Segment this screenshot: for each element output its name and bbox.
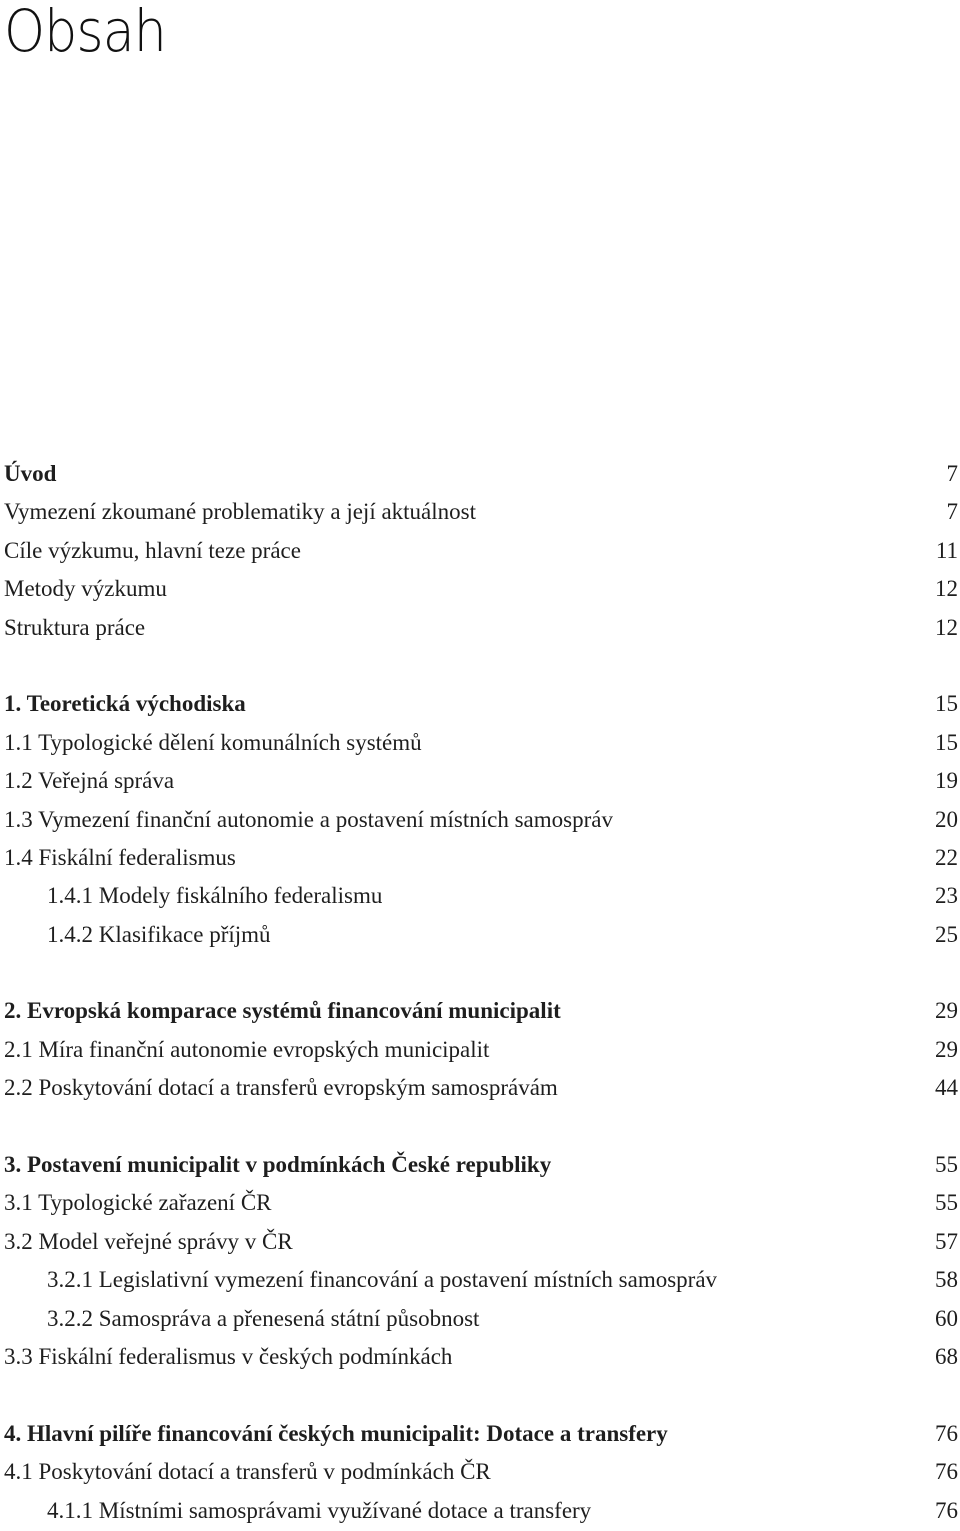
toc-entry-title: 3. Postavení municipalit v podmínkách České republiky [4,1152,552,1178]
toc-entry-title: Úvod [4,461,57,486]
toc-entry-page-number: 23 [935,883,958,909]
toc-entry[interactable] [0,916,960,954]
toc-entry[interactable] [0,685,960,723]
toc-entry[interactable] [0,1146,960,1184]
toc-entry[interactable] [0,1261,960,1299]
toc-entry[interactable] [0,992,960,1030]
toc-entry-title: 3.3 Fiskální federalismus v českých podmínkách [4,1343,453,1369]
toc-entry-page-number: 76 [935,1420,958,1446]
toc-entry-title: 3.1 Typologické zařazení ČR [4,1190,272,1216]
toc-entry-title: Cíle výzkumu, hlavní teze práce [4,537,301,563]
toc-entry-page-number: 11 [935,537,958,563]
toc-entry-title: 1.3 Vymezení finanční autonomie a postavení místních samospráv [4,806,613,832]
toc-entry[interactable] [0,1184,960,1222]
toc-entry-page-number: 15 [935,729,958,755]
toc-entry-title: Struktura práce [4,614,146,640]
toc-entry-page-number: 7 [946,499,958,525]
toc-entry-page-number: 20 [935,806,958,832]
toc-entry-page-number: 19 [935,768,958,794]
toc-entry-title: 2.1 Míra finanční autonomie evropských municipalit [4,1036,490,1062]
toc-entry-page-number: 7 [946,461,958,486]
toc-entry-title: 4. Hlavní pilíře financování českých municipalit: Dotace a transfery [4,1420,668,1446]
toc-entry-page-number: 55 [935,1190,958,1216]
toc-entry-title: 1.2 Veřejná správa [4,768,175,794]
toc-entry[interactable] [0,455,960,493]
toc-entry-title: 1.1 Typologické dělení komunálních systémů [4,729,422,755]
toc-entry-page-number: 76 [935,1459,958,1485]
toc-entry-title: 3.2 Model veřejné správy v ČR [4,1228,293,1254]
toc-entry[interactable] [0,801,960,839]
toc-entry-page-number: 58 [935,1267,958,1293]
toc-entry-title: Metody výzkumu [4,576,167,602]
toc-entry-page-number: 22 [935,844,958,870]
toc-entry-title: 2. Evropská komparace systémů financování municipalit [4,998,561,1024]
toc-entry[interactable] [0,839,960,877]
toc-entry[interactable] [0,1069,960,1107]
table-of-contents [0,455,960,1530]
toc-entry[interactable] [0,532,960,570]
toc-entry-page-number: 25 [935,921,958,947]
toc-entry[interactable] [0,1223,960,1261]
toc-entry[interactable] [0,1492,960,1530]
toc-entry-title: 4.1 Poskytování dotací a transferů v podmínkách ČR [4,1459,491,1485]
toc-entry-title: 1. Teoretická východiska [4,691,246,717]
toc-entry[interactable] [0,762,960,800]
toc-entry-page-number: 55 [935,1152,958,1178]
toc-entry-page-number: 60 [935,1305,958,1331]
toc-entry-page-number: 12 [935,614,958,640]
toc-entry[interactable] [0,724,960,762]
toc-entry-title: Vymezení zkoumané problematiky a její aktuálnost [4,499,476,525]
toc-entry-page-number: 44 [935,1075,958,1101]
page-title: Obsah [4,0,166,65]
toc-entry[interactable] [0,1338,960,1376]
toc-entry[interactable] [0,493,960,531]
toc-entry-page-number: 15 [935,691,958,717]
toc-entry-title: 3.2.1 Legislativní vymezení financování a postavení místních samospráv [47,1267,718,1293]
toc-entry-title: 3.2.2 Samospráva a přenesená státní působnost [47,1305,480,1331]
toc-entry-title: 2.2 Poskytování dotací a transferů evropským samosprávám [4,1075,558,1101]
toc-entry[interactable] [0,1300,960,1338]
toc-entry[interactable] [0,877,960,915]
toc-entry-title: 1.4 Fiskální federalismus [4,844,236,870]
toc-entry-page-number: 12 [935,576,958,602]
toc-entry-title: 1.4.2 Klasifikace příjmů [47,921,271,947]
toc-entry[interactable] [0,1031,960,1069]
toc-entry-page-number: 68 [935,1343,958,1369]
toc-entry-page-number: 57 [935,1228,958,1254]
toc-entry[interactable] [0,1415,960,1453]
toc-entry-page-number: 29 [935,1036,958,1062]
toc-entry-page-number: 76 [935,1497,958,1523]
toc-entry[interactable] [0,570,960,608]
toc-entry[interactable] [0,609,960,647]
toc-entry-page-number: 29 [935,998,958,1024]
toc-entry-title: 1.4.1 Modely fiskálního federalismu [47,883,383,909]
toc-entry[interactable] [0,1453,960,1491]
toc-entry-title: 4.1.1 Místními samosprávami využívané dotace a transfery [47,1497,592,1523]
